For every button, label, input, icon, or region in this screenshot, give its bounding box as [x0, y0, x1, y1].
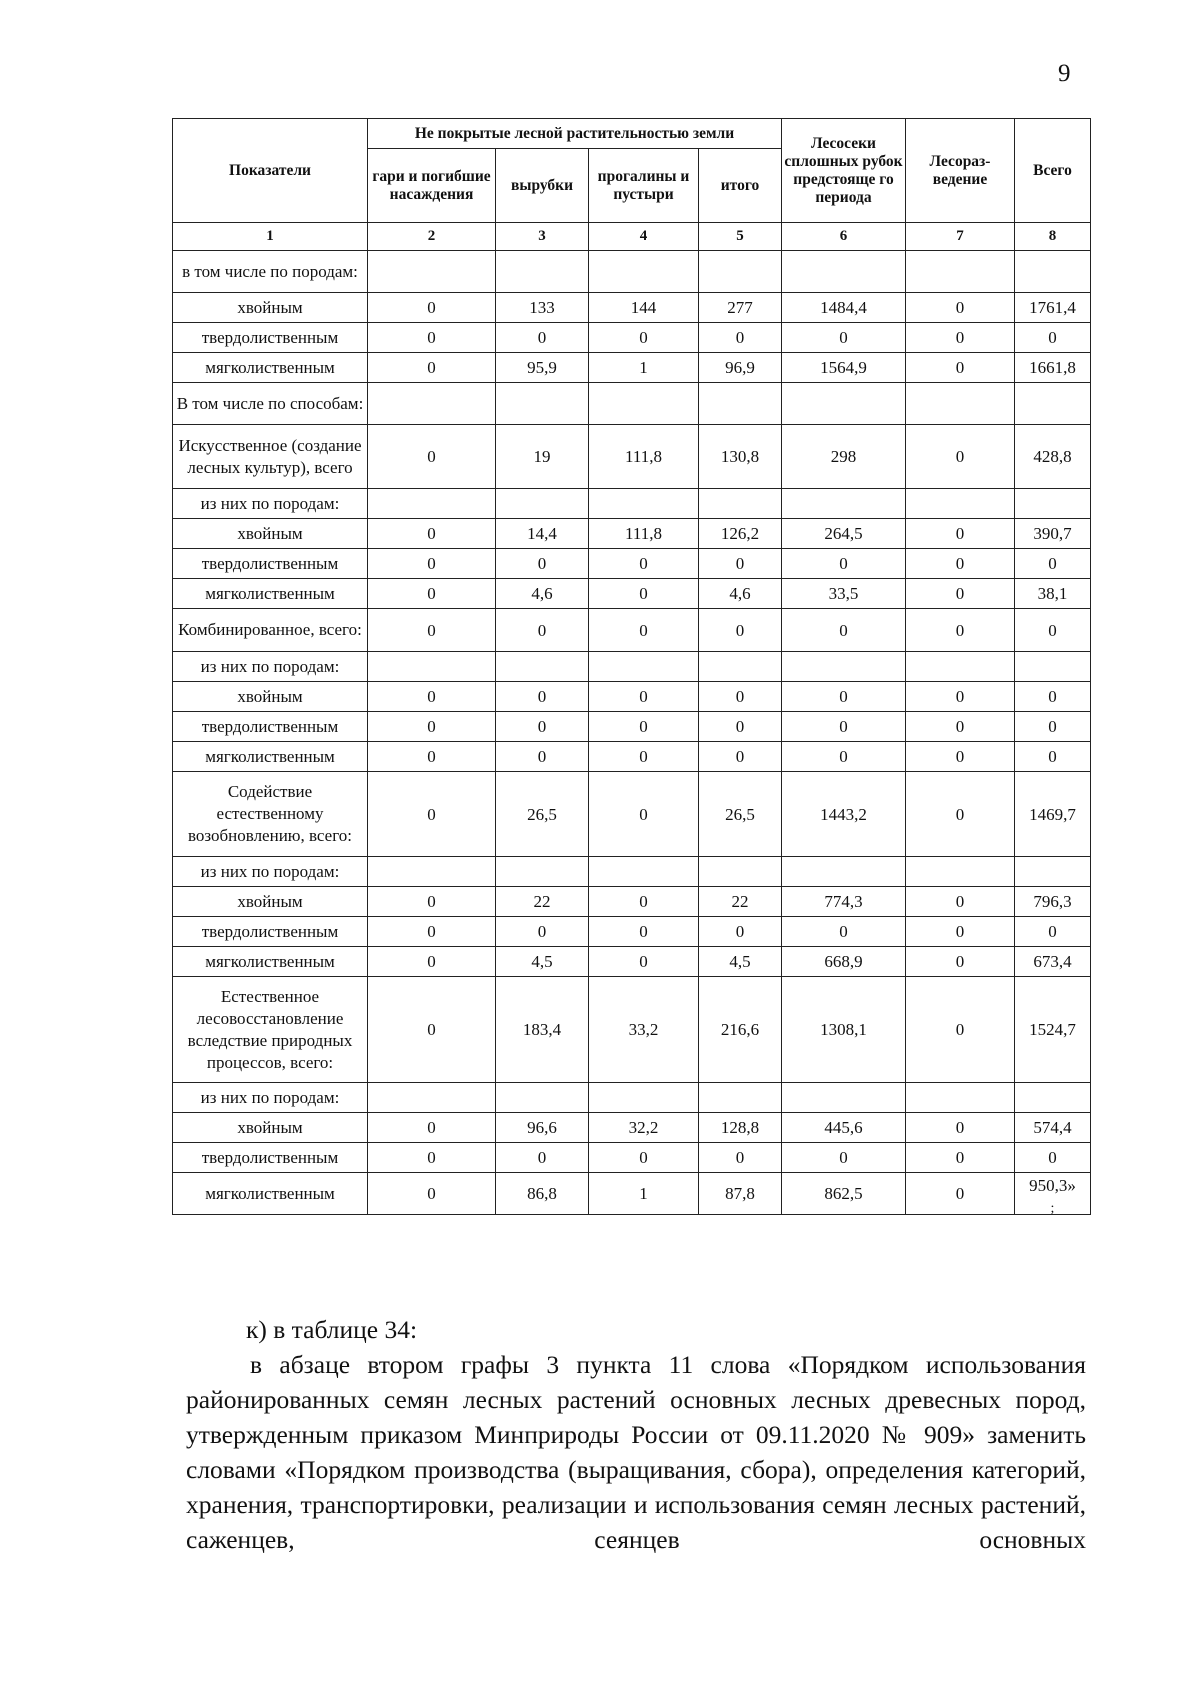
table-cell: 0	[368, 293, 496, 323]
table-cell: 0	[368, 1173, 496, 1215]
table-cell: 22	[496, 887, 589, 917]
table-cell	[496, 857, 589, 887]
header-afforestation: Лесораз-ведение	[906, 119, 1015, 223]
forest-land-table	[172, 118, 1091, 1215]
row-label: из них по породам:	[173, 857, 368, 887]
table-cell	[782, 489, 906, 519]
row-label: хвойным	[173, 519, 368, 549]
row-label: мягколиственным	[173, 353, 368, 383]
table-cell	[589, 383, 699, 425]
table-cell: 0	[782, 609, 906, 652]
trailing-semicolon: ;	[1050, 1201, 1055, 1216]
table-cell: 0	[906, 772, 1015, 857]
table-cell	[699, 251, 782, 293]
table-cell: 130,8	[699, 425, 782, 489]
table-row	[173, 712, 1091, 742]
table-cell: 0	[699, 712, 782, 742]
table-cell: 0	[368, 323, 496, 353]
table-cell: 111,8	[589, 425, 699, 489]
table-cell: 4,5	[699, 947, 782, 977]
table-row	[173, 293, 1091, 323]
table-cell: 0	[589, 772, 699, 857]
header-subtotal: итого	[699, 149, 782, 223]
table-cell: 0	[368, 609, 496, 652]
table-cell	[1015, 383, 1091, 425]
table-cell	[906, 1083, 1015, 1113]
table-cell: 1469,7	[1015, 772, 1091, 857]
table-cell: 95,9	[496, 353, 589, 383]
table-cell: 126,2	[699, 519, 782, 549]
row-label: хвойным	[173, 887, 368, 917]
table-row	[173, 947, 1091, 977]
table-cell	[368, 251, 496, 293]
table-cell: 0	[368, 519, 496, 549]
column-number: 4	[589, 223, 699, 251]
table-cell: 0	[496, 682, 589, 712]
table-cell: 0	[589, 323, 699, 353]
table-cell: 0	[906, 1113, 1015, 1143]
table-cell: 0	[368, 682, 496, 712]
table-row	[173, 887, 1091, 917]
header-indicators: Показатели	[173, 119, 368, 223]
column-numbers-row	[173, 223, 1091, 251]
table-cell: 216,6	[699, 977, 782, 1083]
table-cell: 96,9	[699, 353, 782, 383]
row-label: твердолиственным	[173, 323, 368, 353]
table-cell: 0	[782, 549, 906, 579]
table-cell: 111,8	[589, 519, 699, 549]
table-cell: 0	[906, 425, 1015, 489]
table-cell: 87,8	[699, 1173, 782, 1215]
table-cell: 26,5	[496, 772, 589, 857]
table-cell: 0	[782, 682, 906, 712]
table-cell: 0	[368, 772, 496, 857]
table-cell: 0	[589, 549, 699, 579]
table-cell: 298	[782, 425, 906, 489]
table-cell: 0	[1015, 609, 1091, 652]
table-cell: 0	[368, 1113, 496, 1143]
table-cell: 0	[782, 917, 906, 947]
row-label: Естественное лесовосстановление вследствие природных процессов, всего:	[173, 977, 368, 1083]
table-cell: 264,5	[782, 519, 906, 549]
table-row	[173, 323, 1091, 353]
header-burned-areas: гари и погибшие насаждения	[368, 149, 496, 223]
table-cell: 0	[906, 977, 1015, 1083]
table-cell: 26,5	[699, 772, 782, 857]
table-cell: 668,9	[782, 947, 906, 977]
table-cell: 4,6	[699, 579, 782, 609]
table-cell-total	[1015, 1173, 1091, 1215]
table-cell: 0	[368, 353, 496, 383]
table-cell: 14,4	[496, 519, 589, 549]
table-cell: 0	[699, 1143, 782, 1173]
table-cell: 0	[1015, 549, 1091, 579]
table-cell: 428,8	[1015, 425, 1091, 489]
row-label: мягколиственным	[173, 742, 368, 772]
table-cell: 1484,4	[782, 293, 906, 323]
header-total: Всего	[1015, 119, 1091, 223]
table-row	[173, 353, 1091, 383]
table-cell: 0	[368, 742, 496, 772]
table-cell: 0	[699, 323, 782, 353]
table-cell: 774,3	[782, 887, 906, 917]
table-cell: 0	[496, 549, 589, 579]
table-cell	[699, 652, 782, 682]
table-cell: 0	[496, 323, 589, 353]
table-cell: 862,5	[782, 1173, 906, 1215]
table-cell: 0	[906, 1173, 1015, 1215]
table-row	[173, 742, 1091, 772]
table-row	[173, 519, 1091, 549]
table-cell: 796,3	[1015, 887, 1091, 917]
table-cell: 0	[589, 1143, 699, 1173]
item-k-heading: к) в таблице 34:	[246, 1315, 418, 1344]
table-cell: 0	[589, 917, 699, 947]
table-cell	[782, 652, 906, 682]
table-cell	[699, 1083, 782, 1113]
column-number: 6	[782, 223, 906, 251]
table-cell: 0	[782, 742, 906, 772]
table-row	[173, 579, 1091, 609]
table-cell	[1015, 652, 1091, 682]
table-cell	[782, 857, 906, 887]
table-cell: 96,6	[496, 1113, 589, 1143]
table-cell: 4,5	[496, 947, 589, 977]
column-number: 2	[368, 223, 496, 251]
row-label: мягколиственным	[173, 1173, 368, 1215]
table-cell: 1443,2	[782, 772, 906, 857]
table-row	[173, 772, 1091, 857]
table-cell: 183,4	[496, 977, 589, 1083]
table-cell: 133	[496, 293, 589, 323]
table-cell: 22	[699, 887, 782, 917]
table-cell: 0	[368, 425, 496, 489]
table-cell: 0	[589, 887, 699, 917]
table-cell: 128,8	[699, 1113, 782, 1143]
table-cell: 0	[699, 682, 782, 712]
table-cell: 0	[1015, 712, 1091, 742]
table-cell	[1015, 857, 1091, 887]
table-cell	[368, 489, 496, 519]
table-cell: 0	[589, 742, 699, 772]
row-label: твердолиственным	[173, 1143, 368, 1173]
table-body	[173, 223, 1091, 1215]
table-cell: 0	[589, 579, 699, 609]
table-cell: 0	[906, 293, 1015, 323]
table-cell: 0	[368, 549, 496, 579]
row-label: хвойным	[173, 293, 368, 323]
table-cell: 1308,1	[782, 977, 906, 1083]
table-cell	[1015, 251, 1091, 293]
row-label: Комбинированное, всего:	[173, 609, 368, 652]
row-label: из них по породам:	[173, 652, 368, 682]
table-cell: 673,4	[1015, 947, 1091, 977]
table-cell: 0	[1015, 323, 1091, 353]
table-cell: 4,6	[496, 579, 589, 609]
column-number: 5	[699, 223, 782, 251]
table-cell: 277	[699, 293, 782, 323]
table-cell: 0	[906, 682, 1015, 712]
table-row	[173, 1173, 1091, 1215]
table-cell: 0	[906, 887, 1015, 917]
table-cell	[906, 383, 1015, 425]
table-cell: 0	[782, 1143, 906, 1173]
table-cell: 445,6	[782, 1113, 906, 1143]
table-cell: 0	[496, 712, 589, 742]
table-cell: 86,8	[496, 1173, 589, 1215]
table-cell	[496, 1083, 589, 1113]
row-label: Содействие естественному возобновлению, всего:	[173, 772, 368, 857]
table-cell: 38,1	[1015, 579, 1091, 609]
table-row	[173, 857, 1091, 887]
table-cell: 0	[368, 947, 496, 977]
table-cell: 0	[1015, 742, 1091, 772]
table-cell: 0	[906, 742, 1015, 772]
table-cell	[589, 251, 699, 293]
table-cell: 0	[496, 742, 589, 772]
row-label: мягколиственным	[173, 947, 368, 977]
table-cell: 0	[589, 712, 699, 742]
table-cell: 0	[496, 917, 589, 947]
table-row	[173, 425, 1091, 489]
table-cell	[1015, 1083, 1091, 1113]
column-number: 8	[1015, 223, 1091, 251]
table-cell: 0	[906, 712, 1015, 742]
table-row	[173, 549, 1091, 579]
table-row	[173, 1113, 1091, 1143]
table-cell: 33,5	[782, 579, 906, 609]
table-cell: 0	[589, 682, 699, 712]
table-cell: 0	[699, 549, 782, 579]
table-cell: 1661,8	[1015, 353, 1091, 383]
table-cell	[496, 383, 589, 425]
table-cell	[589, 1083, 699, 1113]
table-cell	[368, 857, 496, 887]
table-cell: 19	[496, 425, 589, 489]
table-cell: 33,2	[589, 977, 699, 1083]
header-cutting-areas: Лесосеки сплошных рубок предстояще го периода	[782, 119, 906, 223]
table-cell	[699, 383, 782, 425]
table-cell: 0	[906, 579, 1015, 609]
table-row	[173, 1143, 1091, 1173]
table-cell	[906, 857, 1015, 887]
row-label: из них по породам:	[173, 489, 368, 519]
table-cell: 0	[906, 353, 1015, 383]
table-cell: 0	[368, 579, 496, 609]
table-cell: 0	[906, 917, 1015, 947]
table-cell	[589, 857, 699, 887]
row-label: из них по породам:	[173, 1083, 368, 1113]
table-cell	[782, 1083, 906, 1113]
page-number: 9	[1058, 60, 1071, 87]
table-row	[173, 652, 1091, 682]
header-not-covered-lands: Не покрытые лесной растительностью земли	[368, 119, 782, 149]
table-cell: 0	[782, 712, 906, 742]
row-label: твердолиственным	[173, 712, 368, 742]
table-cell: 0	[906, 947, 1015, 977]
table-cell: 0	[906, 323, 1015, 353]
table-cell: 0	[906, 549, 1015, 579]
table-row	[173, 383, 1091, 425]
column-number: 7	[906, 223, 1015, 251]
table-row	[173, 489, 1091, 519]
row-label: В том числе по способам:	[173, 383, 368, 425]
table-cell: 1761,4	[1015, 293, 1091, 323]
column-number: 3	[496, 223, 589, 251]
amendment-paragraph: в абзаце втором графы 3 пункта 11 слова «Порядком использования районированных семян лесных растений основных лесных древесных пород, утвержденным приказом Минприроды России от 09.11.2020 № 909» заменить словами «Порядком производства (выращивания, сбора), определения категорий, хранения, транспортировки, реализации и использования семян лесных растений, саженцев, сеянцев основных	[186, 1350, 1086, 1554]
table-cell: 32,2	[589, 1113, 699, 1143]
table-cell: 0	[589, 947, 699, 977]
table-cell: 0	[699, 742, 782, 772]
table-cell: 0	[906, 1143, 1015, 1173]
table-cell	[496, 251, 589, 293]
table-cell	[782, 383, 906, 425]
table-cell: 0	[368, 887, 496, 917]
table-row	[173, 917, 1091, 947]
table-cell: 0	[1015, 917, 1091, 947]
table-cell: 0	[782, 323, 906, 353]
row-label: хвойным	[173, 1113, 368, 1143]
table-cell: 0	[1015, 1143, 1091, 1173]
table-row	[173, 682, 1091, 712]
table-cell	[368, 652, 496, 682]
header-glades: прогалины и пустыри	[589, 149, 699, 223]
table-cell: 0	[699, 917, 782, 947]
table-cell	[906, 251, 1015, 293]
table-cell	[782, 251, 906, 293]
table-row	[173, 977, 1091, 1083]
table-cell: 0	[589, 609, 699, 652]
row-label: хвойным	[173, 682, 368, 712]
row-label: твердолиственным	[173, 917, 368, 947]
table-cell	[589, 652, 699, 682]
header-clearings: вырубки	[496, 149, 589, 223]
row-label: мягколиственным	[173, 579, 368, 609]
row-label: в том числе по породам:	[173, 251, 368, 293]
table-cell: 574,4	[1015, 1113, 1091, 1143]
table-cell: 0	[699, 609, 782, 652]
table-cell	[906, 489, 1015, 519]
table-cell: 0	[496, 1143, 589, 1173]
table-cell	[589, 489, 699, 519]
table-cell: 0	[368, 1143, 496, 1173]
table-cell	[1015, 489, 1091, 519]
row-label: твердолиственным	[173, 549, 368, 579]
table-cell: 0	[906, 609, 1015, 652]
table-cell	[496, 489, 589, 519]
total-value: 950,3»	[1029, 1176, 1076, 1195]
table-cell	[496, 652, 589, 682]
table-row	[173, 251, 1091, 293]
row-label: Искусственное (создание лесных культур), всего	[173, 425, 368, 489]
table-cell: 390,7	[1015, 519, 1091, 549]
table-cell: 0	[906, 519, 1015, 549]
table-row	[173, 1083, 1091, 1113]
table-cell: 0	[368, 977, 496, 1083]
table-cell: 1	[589, 1173, 699, 1215]
table-cell	[699, 857, 782, 887]
table-cell: 144	[589, 293, 699, 323]
column-number: 1	[173, 223, 368, 251]
table-cell	[699, 489, 782, 519]
table-cell: 0	[368, 917, 496, 947]
table-cell	[368, 1083, 496, 1113]
table-cell: 1	[589, 353, 699, 383]
table-cell: 0	[496, 609, 589, 652]
table-cell: 0	[368, 712, 496, 742]
table-row	[173, 609, 1091, 652]
table-cell: 0	[1015, 682, 1091, 712]
amendment-text-block	[186, 1312, 1086, 1557]
table-cell: 1564,9	[782, 353, 906, 383]
table-cell	[368, 383, 496, 425]
table-cell: 1524,7	[1015, 977, 1091, 1083]
table-cell	[906, 652, 1015, 682]
